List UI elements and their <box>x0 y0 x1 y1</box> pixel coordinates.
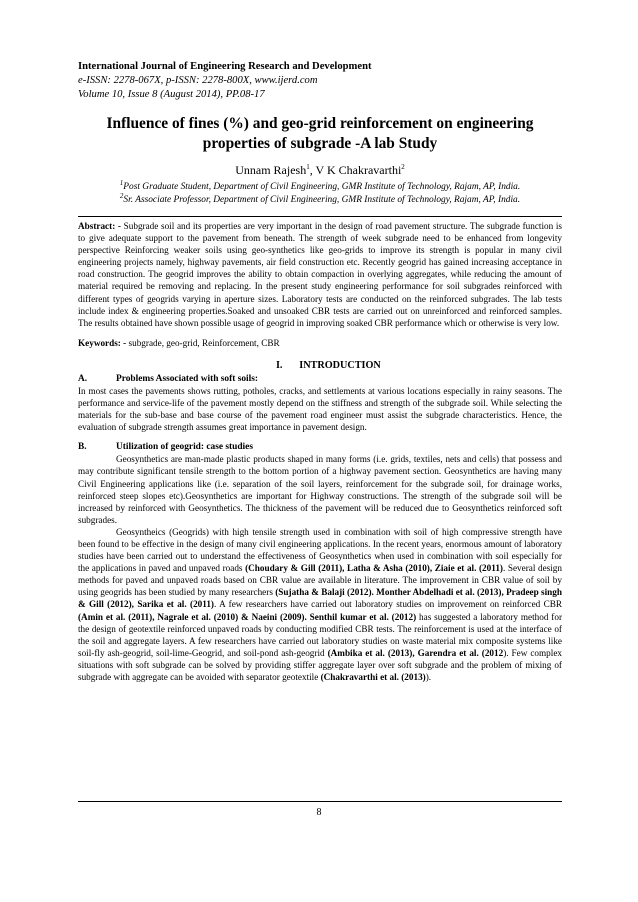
paper-title <box>78 114 562 154</box>
journal-issn: e-ISSN: 2278-067X, p-ISSN: 2278-800X, www.ijerd.com <box>78 75 318 86</box>
author-1-sup: 1 <box>306 163 310 171</box>
paper-page <box>78 60 562 683</box>
section-number: I. <box>275 359 283 371</box>
section-heading-introduction <box>78 359 562 372</box>
page-number: 8 <box>316 807 322 818</box>
affiliation-2-text: Sr. Associate Professor, Department of Civil Engineering, GMR Institute of Technology, Rajam, AP, India. <box>123 195 521 205</box>
abstract-text: Subgrade soil and its properties are very important in the design of road pavement structure. The subgrade function is to give adequate support to the pavement from beneath. The strength of week subgrade need to be enhanced from longevity perspective Reinforcing weaker soils using geo-synthetics like geo-grids to improve its strength is popular in many civil engineering projects namely, highway pavements, air field construction etc. Recently geogrid has gained increasing acceptance in road construction. The geogrid improves the ability to obtain compaction in overlying aggregates, while reducing the amount of material required be removing and replacing. In the present study engineering performance for soil subgrades reinforced with different types of geogrids varying in aperture sizes. Laboratory tests are conducted on the reinforced subgrades. The lab tests include index & engineering properties.Soaked and unsoaked CBR tests are carried out on unreinforced and reinforced samples. The results obtained have shown possible usage of geogrid in improving soaked CBR performance which or otherwise is very low. <box>78 221 563 328</box>
keywords-text: subgrade, geo-grid, Reinforcement, CBR <box>126 337 280 348</box>
affiliation-1 <box>78 178 562 194</box>
subsection-a-paragraph: In most cases the pavements shows rutting, potholes, cracks, and settlements at various locations especially in rainy seasons. The performance and service-life of the pavement mostly depend on the stiffness and strength of the subgrade soil. While selecting the materials for the sub-base and base course of the pavement road engineer must assist the subgrade characteristics. Hence, the evaluation of subgrade strength assumes great importance in pavement design. <box>78 385 562 433</box>
subsection-a-title: Problems Associated with soft soils: <box>116 373 259 384</box>
subsection-b-letter: B. <box>78 442 87 453</box>
subsection-b-paragraph-2 <box>78 526 562 683</box>
subsection-heading-b <box>78 441 562 453</box>
abstract <box>78 220 562 329</box>
title-line-1: Influence of fines (%) and geo-grid reinforcement on engineering <box>106 115 534 132</box>
p2-text-e: ). Few complex situations with soft subgrade can be solved by providing stiffer aggregate layer over soft subgrade and the problem of mixing of subgrade with aggregate can be avoided with separator geotextile <box>78 647 562 682</box>
abstract-divider <box>78 216 562 217</box>
citation-5: (Chakravarthi et al. (2013) <box>320 672 426 682</box>
subsection-b-title: Utilization of geogrid: case studies <box>116 442 253 453</box>
p2-text-d: has suggested a laboratory method for the design of geotextile reinforced unpaved roads by conducting modified CBR tests. The reinforcement is used at the interface of the soil and aggregate layers. A few researchers have carried out laboratory studies on waste material mix composite systems like soil-fly ash-geogrid, soil-lime-Geogrid, and soil-pond ash-geogrid <box>78 611 562 658</box>
keywords <box>78 337 562 349</box>
journal-name: International Journal of Engineering Research and Development <box>78 61 372 72</box>
p2-text-b: . Several design methods for paved and unpaved roads based on CBR value are available in literature. The improvement in CBR value of soil by using geogrids has been studied by many researchers <box>78 563 562 598</box>
author-2-sup: 2 <box>401 163 405 171</box>
title-line-2: properties of subgrade -A lab Study <box>202 135 438 152</box>
keywords-label: Keywords: - <box>78 337 127 348</box>
author-list <box>78 163 562 178</box>
abstract-label: Abstract: - <box>78 221 121 231</box>
affiliation-1-sup: 1 <box>119 178 124 187</box>
citation-2: (Sujatha & Balaji (2012). Monther Abdelhadi et al. (2013), Pradeep singh & Gill (2012), Sarika et al. (2011) <box>78 587 562 610</box>
subsection-b-paragraph-1: Geosynthetics are man-made plastic products shaped in many forms (i.e. grids, textiles, nets and cells) that possess and may contribute significant tensile strength to the bottom portion of a highway pavement section. Geosynthetics are having many Civil Engineering applications like (i.e. separation of the soil layers, reinforcement for the subgrade soil, for drainage works, reinforced steep slopes etc).Geosynthetics are important for Highway constructions. The strength of the subgrade soil will be increased by reinforced with Geosynthetics. The thickness of the pavement will be reduced due to Geosynthetics reinforced soft subgrades. <box>78 454 562 525</box>
journal-volume: Volume 10, Issue 8 (August 2014), PP.08-17 <box>78 89 265 100</box>
author-2: V K Chakravarthi <box>315 163 402 177</box>
citation-3: (Amin et al. (2011), Nagrale et al. (2010) & Naeini (2009). Senthil kumar et al. (2012) <box>78 611 417 622</box>
author-separator: , <box>309 163 316 177</box>
p2-text-c: . A few researchers have carried out laboratory studies on improvement on reinforced CBR <box>214 599 562 610</box>
footer-rule <box>78 801 562 802</box>
affiliation-1-text: Post Graduate Student, Department of Civil Engineering, GMR Institute of Technology, Rajam, AP, India. <box>123 182 521 192</box>
subsection-a-letter: A. <box>78 373 88 384</box>
p2-text-a: Geosyntheics (Geogrids) with high tensile strength used in combination with soil of high compressive strength have been found to be effective in the design of many civil engineering applications. In the recent years, enormous amount of laboratory studies have been carried out to understand the effectiveness of Geosynthetics when used in combination with soil especially for the applications in paved and unpaved roads <box>78 526 562 574</box>
affiliation-2 <box>78 191 562 207</box>
section-title: INTRODUCTION <box>299 359 381 371</box>
citation-1: (Choudary & Gill (2011), Latha & Asha (2010), Ziaie et al. (2011) <box>245 563 503 574</box>
citation-4: (Ambika et al. (2013), Garendra et al. (2012 <box>327 647 504 658</box>
journal-header <box>78 60 562 102</box>
affiliation-2-sup: 2 <box>119 191 124 200</box>
author-1: Unnam Rajesh <box>235 163 307 177</box>
subsection-heading-a <box>78 373 562 385</box>
p2-text-f: ). <box>425 672 432 682</box>
